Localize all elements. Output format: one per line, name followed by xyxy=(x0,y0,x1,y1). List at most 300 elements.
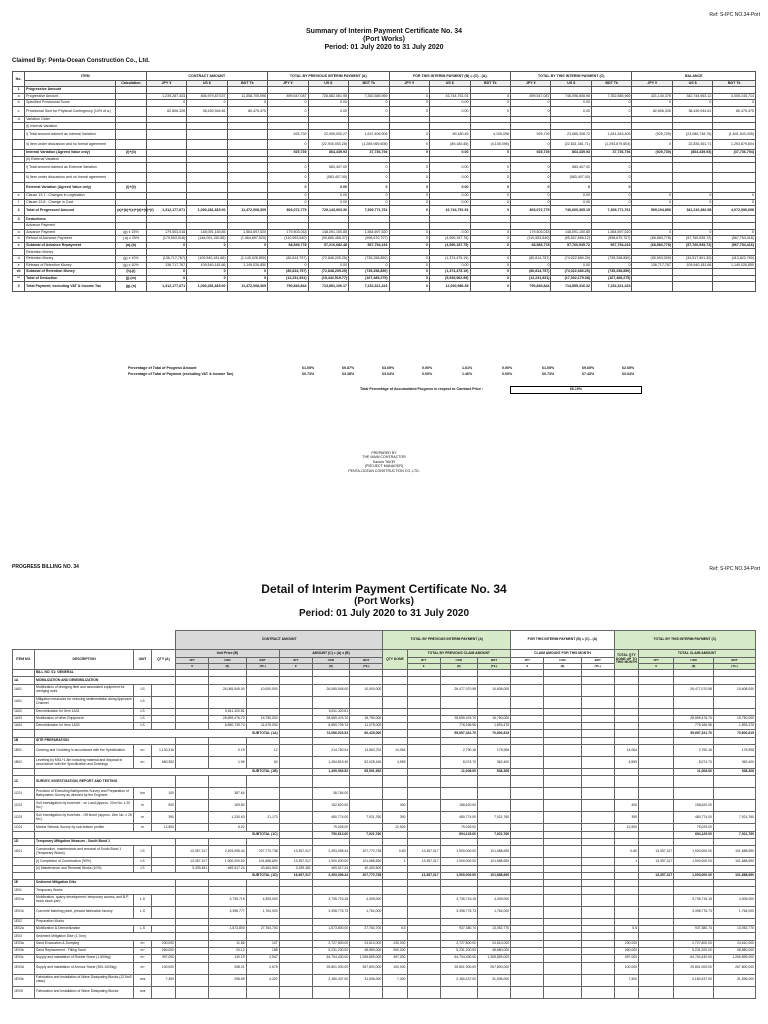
row-value: (109,540,181.66) xyxy=(187,255,227,262)
row-number: b xyxy=(13,100,25,107)
row-amount: 2,493,096.44 xyxy=(312,846,349,858)
row-item: (i) Internal Variation xyxy=(25,123,116,130)
row-value xyxy=(227,163,268,173)
row-value xyxy=(470,216,510,223)
row-amount: 2,727,800.00 xyxy=(312,940,349,947)
total-percentage-label: Total Percentage of Accumulated Progress in respect to Contract Price : xyxy=(360,387,484,391)
table-row xyxy=(13,670,756,677)
row-total-claim xyxy=(674,708,714,715)
row-value xyxy=(187,149,227,156)
row-item: Total Payment, excluding VAT & Income Tax xyxy=(25,282,116,292)
row-value: (136,717,767) xyxy=(146,255,186,262)
row-this-claim xyxy=(544,894,581,906)
row-total-qty: 100,000 xyxy=(614,962,638,974)
empty-cell xyxy=(581,831,614,838)
row-value: 583,407.00 xyxy=(551,163,591,173)
row-unit: m xyxy=(134,824,152,831)
row-value xyxy=(511,156,551,163)
row-value xyxy=(713,275,756,282)
header-currency: JPY ¥ xyxy=(389,81,429,87)
header-currency: BDT xyxy=(246,658,279,664)
row-value xyxy=(511,249,551,256)
empty-cell xyxy=(638,933,673,940)
row-value xyxy=(672,222,712,229)
row-value xyxy=(713,87,756,94)
row-this-claim xyxy=(544,926,581,933)
row-calculation: (g)-(n) xyxy=(116,282,146,292)
row-value: 864,439.93 xyxy=(308,149,348,156)
row-this-claim xyxy=(511,812,544,824)
row-description: Soil Investigation by borehole - Off shore (approx. 15m No. x 26 No.) xyxy=(35,812,134,824)
row-value: (89,180.45) xyxy=(430,139,470,149)
row-total-claim: 10,608,000 xyxy=(713,684,755,696)
row-number: 3 xyxy=(13,216,25,223)
row-value: 0 xyxy=(511,139,551,149)
row-amount xyxy=(279,926,312,933)
empty-cell xyxy=(176,880,209,887)
row-value: 0.00 xyxy=(430,199,470,206)
row-item: Total of Deduction xyxy=(25,275,116,282)
row-value: 0 xyxy=(389,139,429,149)
row-value: (4,105,096) xyxy=(470,139,510,149)
row-value: 0 xyxy=(389,206,429,216)
header-currency: BDT xyxy=(581,658,614,664)
table-row xyxy=(13,242,756,249)
row-value: 790,840,844 xyxy=(268,282,308,292)
row-value: 4,005,145,714 xyxy=(713,93,756,100)
empty-cell xyxy=(544,831,581,838)
row-item: Variation Order xyxy=(25,116,116,123)
table-row xyxy=(13,955,756,962)
row-value: 728,882,061.95 xyxy=(308,93,348,100)
row-qty: 900 xyxy=(151,800,175,812)
row-value xyxy=(672,183,712,193)
empty-cell xyxy=(279,677,312,684)
table-row xyxy=(13,824,756,831)
row-value: 0 xyxy=(146,100,186,107)
row-unit-price: 28,659,476.70 xyxy=(209,715,246,722)
row-value: (1,374,475.19) xyxy=(430,269,470,276)
table-row xyxy=(13,262,756,269)
row-value xyxy=(146,193,186,200)
row-this-claim xyxy=(581,986,614,998)
empty-cell xyxy=(279,838,312,845)
row-item-no xyxy=(13,670,35,677)
row-value xyxy=(591,222,631,229)
row-unit-price: 469,517.24 xyxy=(209,865,246,872)
row-value: 0 xyxy=(389,255,429,262)
row-total-claim xyxy=(674,696,714,708)
row-amount: 267,800,000 xyxy=(350,962,383,974)
subtotal-total: 7,921,760 xyxy=(713,831,755,838)
empty-cell xyxy=(350,737,383,744)
row-value: 16,744,751.91 xyxy=(430,206,470,216)
percentage-value: 62.65% xyxy=(622,366,635,370)
table-row xyxy=(13,183,756,193)
row-value: 0 xyxy=(268,183,308,193)
row-unit-price: 4,320 xyxy=(246,974,279,986)
row-calculation xyxy=(116,199,146,206)
row-value: (864,439.93) xyxy=(672,149,712,156)
row-number: a xyxy=(13,93,25,100)
row-value xyxy=(713,183,756,193)
row-value: 0 xyxy=(389,199,429,206)
row-calculation xyxy=(116,156,146,163)
row-value: (4,590,197.75) xyxy=(430,236,470,243)
row-unit: m² xyxy=(134,745,152,757)
row-total-claim xyxy=(674,788,714,800)
row-previous-claim xyxy=(440,708,477,715)
row-value xyxy=(430,249,470,256)
row-unit-price: 20.12 xyxy=(209,947,246,954)
row-item-no: 1E03f xyxy=(13,986,35,998)
row-total-claim: 480,774.00 xyxy=(674,812,714,824)
row-value xyxy=(187,183,227,193)
row-value: (148,091,150.85) xyxy=(187,236,227,243)
empty-cell xyxy=(407,776,440,788)
empty-cell xyxy=(544,887,581,894)
empty-cell xyxy=(511,872,544,879)
row-calculation: (h)-(i) xyxy=(116,269,146,276)
row-total-claim: 13,052,770 xyxy=(713,926,755,933)
row-amount xyxy=(279,955,312,962)
row-description: Marine Seismic Survey by sub-bottom profiler xyxy=(35,824,134,831)
row-value: 7,352,585,969 xyxy=(349,93,390,100)
row-value: 16,744,751.91 xyxy=(430,93,470,100)
row-qty-done: 0.5 xyxy=(383,926,407,933)
row-value: (925,739) xyxy=(632,149,672,156)
row-value: 11,358,700,596 xyxy=(227,93,268,100)
table-row xyxy=(13,906,756,918)
table-row xyxy=(13,858,756,865)
row-unit-price xyxy=(246,800,279,812)
row-previous-claim xyxy=(407,962,440,974)
empty-cell xyxy=(440,670,477,677)
row-this-claim xyxy=(544,955,581,962)
row-amount: 13,563,792 xyxy=(350,745,383,757)
subtotal-amount: 2,493,096.44 xyxy=(312,872,349,879)
percentage-value: 61.05% xyxy=(542,366,555,370)
row-value: (74,022,680.25) xyxy=(551,269,591,276)
header-unit-price: Unit Price (B) xyxy=(176,650,280,658)
row-amount: 13,357,317 xyxy=(279,846,312,858)
row-previous-claim: 2,790.16 xyxy=(440,745,477,757)
row-value: 136,717,767 xyxy=(632,262,672,269)
row-unit: m³ xyxy=(134,940,152,947)
row-value xyxy=(187,173,227,183)
row-description: SUBTOTAL (1B) xyxy=(35,769,280,776)
row-total-qty: 0.60 xyxy=(614,846,638,858)
header-currency: BDT xyxy=(713,658,755,664)
empty-cell xyxy=(209,918,246,925)
row-value xyxy=(146,156,186,163)
row-previous-claim xyxy=(478,696,511,708)
row-value: 0 xyxy=(389,183,429,193)
percentage-value: 63.04% xyxy=(622,372,635,376)
row-amount xyxy=(279,757,312,769)
header-currency: JPY xyxy=(279,658,312,664)
row-this-claim xyxy=(511,974,544,986)
empty-cell xyxy=(544,838,581,845)
row-calculation xyxy=(116,193,146,200)
subtotal-previous: 1,900,000.00 xyxy=(440,872,477,879)
row-value: 0 xyxy=(389,100,429,107)
subtotal-total: 11,008.00 xyxy=(674,769,714,776)
empty-cell xyxy=(544,730,581,737)
row-value: 0 xyxy=(511,183,551,193)
row-qty xyxy=(151,894,175,906)
row-total-claim: 13,357,317 xyxy=(638,846,673,858)
row-value: 0 xyxy=(389,163,429,173)
row-calculation xyxy=(116,216,146,223)
empty-cell xyxy=(246,776,279,788)
header-currency-symbol: ($) xyxy=(209,664,246,670)
total-percentage xyxy=(360,387,583,391)
row-this-claim xyxy=(511,947,544,954)
row-value: 0 xyxy=(187,100,227,107)
row-unit-price: 15,750,000 xyxy=(246,715,279,722)
row-value: 0 xyxy=(672,100,712,107)
row-this-claim xyxy=(544,684,581,696)
row-value: 925,739 xyxy=(268,149,308,156)
row-previous-claim xyxy=(407,940,440,947)
empty-cell xyxy=(312,737,349,744)
row-previous-claim: 28,659,476.70 xyxy=(440,715,477,722)
empty-cell xyxy=(581,769,614,776)
table-row xyxy=(13,275,756,282)
row-value xyxy=(672,173,712,183)
empty-cell xyxy=(511,918,544,925)
row-calculation xyxy=(116,116,146,123)
row-amount: 207,770,738 xyxy=(350,846,383,858)
empty-cell xyxy=(614,677,638,684)
row-amount xyxy=(279,940,312,947)
row-item: Release of Retention Money xyxy=(25,262,116,269)
row-total-claim: 5,231,200.00 xyxy=(674,947,714,954)
row-qty-done xyxy=(383,865,407,872)
row-value: (90,880,468.37) xyxy=(308,236,348,243)
table-row xyxy=(13,757,756,769)
subtotal-total: 13,357,317 xyxy=(638,872,673,879)
row-previous-claim xyxy=(407,708,440,715)
row-value: 68,583,778 xyxy=(511,242,551,249)
row-item-no: 1E03b xyxy=(13,947,35,954)
row-previous-claim xyxy=(407,757,440,769)
empty-cell xyxy=(511,933,544,940)
row-total-claim: 2,727,800.00 xyxy=(674,940,714,947)
row-previous-claim xyxy=(478,824,511,831)
row-previous-claim xyxy=(407,824,440,831)
row-value: 342,744,963.12 xyxy=(672,93,712,100)
row-previous-claim xyxy=(440,986,477,998)
table-row xyxy=(13,730,756,737)
header-currency: JPY ¥ xyxy=(146,81,186,87)
row-this-claim xyxy=(581,757,614,769)
row-item-no: 1E01a xyxy=(13,894,35,906)
row-total-claim: 1,893,475 xyxy=(713,723,755,730)
row-amount: 52,028,160 xyxy=(350,757,383,769)
empty-cell xyxy=(614,838,638,845)
row-value xyxy=(511,87,551,94)
row-value: 0 xyxy=(511,262,551,269)
row-value: 0 xyxy=(187,275,227,282)
row-this-claim xyxy=(511,894,544,906)
row-unit-price: 13,357,317 xyxy=(176,858,209,865)
row-this-claim xyxy=(511,986,544,998)
row-value xyxy=(591,116,631,123)
empty-cell xyxy=(209,887,246,894)
row-value xyxy=(187,129,227,139)
row-item-no: 1A01 xyxy=(13,684,35,696)
row-item-no: 1C xyxy=(13,776,35,788)
row-unit: LS xyxy=(134,846,152,858)
row-this-claim xyxy=(581,696,614,708)
row-unit-price xyxy=(246,986,279,998)
row-value xyxy=(591,249,631,256)
header-total: TOTAL BY THIS INTERIM PAYMENT (C) xyxy=(614,631,755,650)
row-value: 0 xyxy=(470,193,510,200)
row-item-no xyxy=(13,769,35,776)
reference-number: Ref: S-IPC NO.34-Port xyxy=(709,566,760,572)
row-previous-claim xyxy=(407,947,440,954)
row-total-claim: 1,900,000.00 xyxy=(674,858,714,865)
row-value: (1,149,026,850) xyxy=(227,255,268,262)
row-this-claim xyxy=(581,962,614,974)
empty-cell xyxy=(176,670,209,677)
percentage-value: 60.73% xyxy=(302,372,315,376)
row-value: 0.00 xyxy=(430,193,470,200)
row-calculation xyxy=(116,139,146,149)
empty-cell xyxy=(246,933,279,940)
header-calculation: Calculation xyxy=(116,81,146,87)
row-total-qty xyxy=(614,788,638,800)
row-this-claim xyxy=(581,708,614,715)
percentage-value: 1.61% xyxy=(462,366,473,370)
row-item-no xyxy=(13,872,35,879)
empty-cell xyxy=(581,776,614,788)
row-value: (57,760,535.72) xyxy=(672,236,712,243)
row-previous-claim: 1,893,475 xyxy=(478,723,511,730)
row-previous-claim: 1,900,000.00 xyxy=(440,858,477,865)
row-value: 1,564,697,520 xyxy=(227,229,268,236)
row-previous-claim: 1,265,859,000 xyxy=(478,955,511,962)
row-value xyxy=(511,123,551,130)
empty-cell xyxy=(478,918,511,925)
row-unit-price xyxy=(176,812,209,824)
row-unit: m³ xyxy=(134,947,152,954)
header-item-no: ITEM NO. xyxy=(13,650,35,670)
table-row xyxy=(13,708,756,715)
row-value xyxy=(349,123,390,130)
empty-cell xyxy=(383,769,407,776)
row-qty-done xyxy=(383,708,407,715)
empty-cell xyxy=(511,677,544,684)
empty-cell xyxy=(383,737,407,744)
row-total-claim: 4,305,000 xyxy=(713,894,755,906)
row-description: BILL NO. 01: GENERAL xyxy=(35,670,176,677)
row-value: 0 xyxy=(470,93,510,100)
row-value xyxy=(713,249,756,256)
table-row xyxy=(13,236,756,243)
row-unit-price xyxy=(176,715,209,722)
empty-cell xyxy=(674,918,714,925)
subtotal-total: 694,129.00 xyxy=(674,831,714,838)
empty-cell xyxy=(440,918,477,925)
row-value xyxy=(389,123,429,130)
row-qty: 260,000 xyxy=(151,947,175,954)
row-previous-claim xyxy=(440,788,477,800)
row-previous-claim xyxy=(478,708,511,715)
row-value xyxy=(511,216,551,223)
row-calculation xyxy=(116,249,146,256)
empty-cell xyxy=(638,880,673,887)
table-row xyxy=(13,282,756,292)
table-row xyxy=(13,974,756,986)
row-total-claim xyxy=(638,824,673,831)
row-qty xyxy=(151,723,175,730)
row-description: Mobilization of dredging fleet and associated equipment for dredging work xyxy=(35,684,134,696)
row-previous-claim: 2,180,437.00 xyxy=(440,974,477,986)
empty-cell xyxy=(674,670,714,677)
row-total-claim: 776,166.96 xyxy=(674,723,714,730)
row-value xyxy=(470,116,510,123)
row-value xyxy=(632,156,672,163)
row-qty: 100,000 xyxy=(151,962,175,974)
row-value: (57,760,535.72) xyxy=(672,242,712,249)
row-amount xyxy=(279,708,312,715)
row-value xyxy=(470,156,510,163)
row-item: i) Total amount claimed as Internal Variation xyxy=(25,129,116,139)
row-number xyxy=(13,173,25,183)
row-value: (22,831,361.71) xyxy=(551,139,591,149)
row-total-qty: 230,000 xyxy=(614,940,638,947)
row-description: MOBILIZATION AND DEMOBILIZATION xyxy=(35,677,176,684)
row-value: 57,760,535.72 xyxy=(551,242,591,249)
row-item-no: 1C02 xyxy=(13,800,35,812)
row-value xyxy=(672,116,712,123)
row-unit-price: 6.02 xyxy=(209,824,246,831)
table-row xyxy=(13,986,756,998)
row-value: 0.00 xyxy=(551,106,591,116)
row-value: 925,739 xyxy=(268,129,308,139)
row-qty: 390 xyxy=(151,812,175,824)
row-value: 1,564,697,520 xyxy=(349,229,390,236)
header-prev-claim: TOTAL BY PREVIOUS CLAIM AMOUNT xyxy=(407,650,511,658)
row-this-claim xyxy=(581,974,614,986)
row-value xyxy=(227,116,268,123)
row-value: 0 xyxy=(389,149,429,156)
row-total-claim: 48,880,000 xyxy=(713,947,755,954)
row-value: (72,848,205.25) xyxy=(308,269,348,276)
row-amount xyxy=(279,788,312,800)
row-description: SUBTOTAL (1D) xyxy=(35,872,280,879)
row-unit: LS xyxy=(134,723,152,730)
empty-cell xyxy=(383,887,407,894)
empty-cell xyxy=(478,887,511,894)
row-unit: LS xyxy=(134,708,152,715)
row-this-claim xyxy=(544,940,581,947)
row-number: ** xyxy=(13,275,25,282)
detail-title xyxy=(0,582,768,620)
percentage-value: 69.65% xyxy=(582,366,595,370)
row-value xyxy=(672,269,712,276)
row-value: 0 xyxy=(227,242,268,249)
row-value: 0 xyxy=(268,106,308,116)
row-unit-price: 21,173 xyxy=(246,812,279,824)
row-value: 109,540,181.66 xyxy=(187,262,227,269)
row-this-claim xyxy=(511,846,544,858)
empty-cell xyxy=(511,838,544,845)
